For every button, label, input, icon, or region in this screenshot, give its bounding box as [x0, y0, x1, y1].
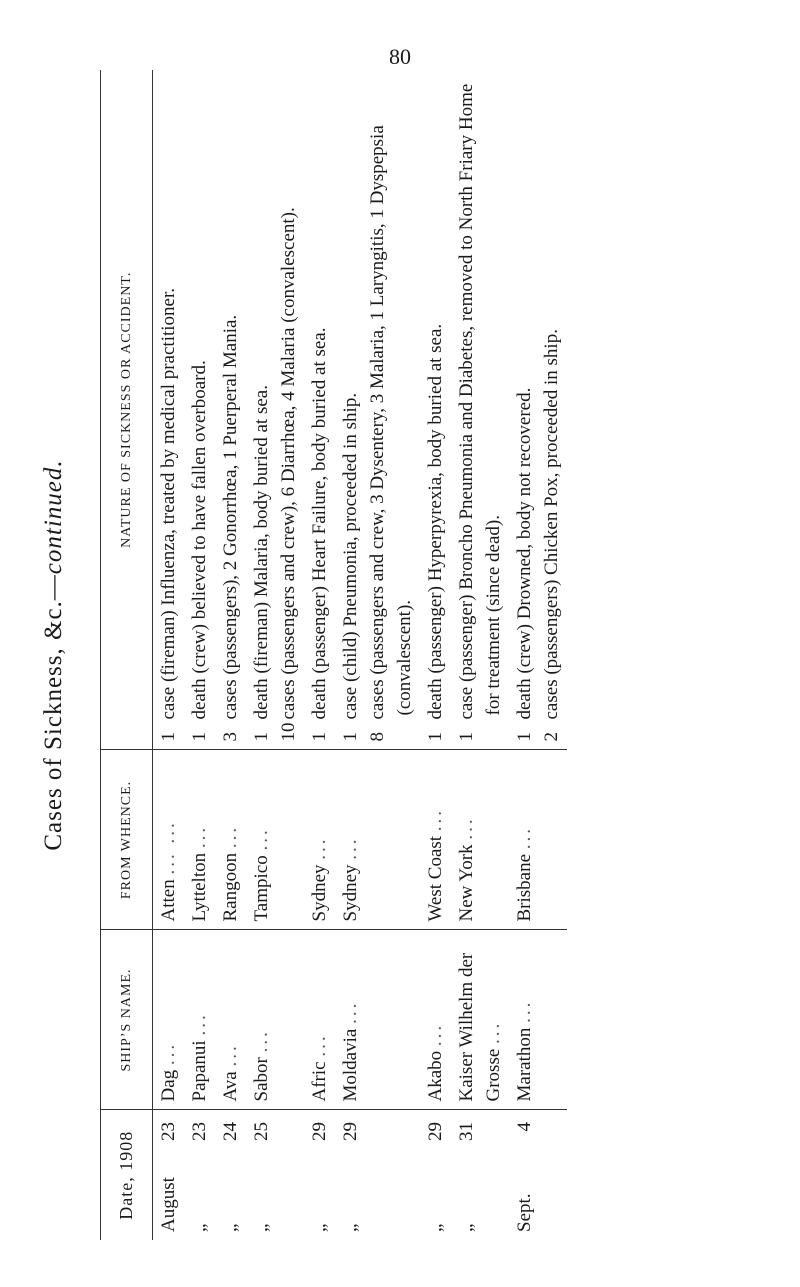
cell-from: [215, 750, 246, 930]
sickness-entry: [217, 78, 244, 742]
from-port: West Coast: [425, 835, 446, 922]
header-ship: SHIP’S NAME.: [101, 930, 153, 1110]
sickness-entry: [155, 78, 182, 742]
from-port: New York: [456, 844, 477, 922]
date-day: 31: [456, 1122, 477, 1141]
ship-leader-dots: ...: [309, 1033, 330, 1057]
cell-ship: [509, 930, 567, 1110]
table-row: [451, 70, 509, 1240]
sickness-entry: [275, 78, 302, 742]
entry-count: 1: [456, 732, 477, 742]
date-day: 29: [340, 1122, 361, 1141]
sickness-entry: [538, 78, 565, 742]
cell-nature: [215, 70, 246, 750]
entry-text: case (fireman) Influenza, treated by medical practitioner.: [158, 288, 179, 720]
date-month: Sept.: [514, 1193, 535, 1232]
cell-date: [420, 1110, 451, 1240]
table-row: [304, 70, 335, 1240]
from-port: Atten: [158, 879, 179, 922]
date-month: „: [309, 1223, 330, 1232]
ship-leader-dots: ...: [425, 1022, 446, 1047]
heading-continued: continued.: [40, 459, 67, 575]
table-row: [420, 70, 451, 1240]
entry-count: 3: [220, 732, 241, 742]
ship-name: Papanui: [189, 1040, 210, 1102]
table-row: [509, 70, 567, 1240]
from-port: Sydney: [309, 864, 330, 922]
cell-nature: [153, 70, 185, 750]
ship-leader-dots: ...: [340, 1000, 361, 1024]
date-day: 23: [189, 1122, 210, 1141]
table-row: [215, 70, 246, 1240]
cell-date: [246, 1110, 304, 1240]
from-port: Sydney: [340, 864, 361, 922]
cell-date: [335, 1110, 420, 1240]
table-row: [184, 70, 215, 1240]
ship-name: Sabor: [251, 1057, 272, 1102]
ship-name: Afric: [309, 1061, 330, 1102]
cell-ship: [335, 930, 420, 1110]
heading-title: Cases of Sickness, &c.—: [40, 574, 67, 851]
header-row: [101, 70, 153, 1240]
cell-date: [215, 1110, 246, 1240]
date-month: „: [220, 1223, 241, 1232]
cell-ship: [420, 930, 451, 1110]
cell-ship: [451, 930, 509, 1110]
cell-from: [335, 750, 420, 930]
cell-ship: [304, 930, 335, 1110]
ship-leader-dots: ...: [251, 1029, 272, 1053]
date-day: 25: [251, 1122, 272, 1141]
ship-leader-dots: ...: [514, 999, 535, 1023]
sickness-entry: [453, 78, 507, 742]
sickness-entry: [511, 78, 538, 742]
ship-name: Dag: [158, 1069, 179, 1102]
cell-ship: [184, 930, 215, 1110]
cell-nature: [246, 70, 304, 750]
date-month: „: [251, 1223, 272, 1232]
date-day: 4: [514, 1122, 535, 1132]
page-number: 80: [389, 44, 411, 69]
sickness-entry: [422, 78, 449, 742]
entry-count: 1: [251, 732, 272, 742]
from-leader-dots: ...: [189, 824, 210, 849]
entry-text: death (passenger) Heart Failure, body buried at sea.: [309, 327, 330, 720]
entry-count: 1: [189, 732, 210, 742]
ship-leader-dots: ...: [220, 1043, 241, 1067]
sickness-entry: [186, 78, 213, 742]
from-port: Rangoon: [220, 852, 241, 922]
cell-from: [153, 750, 185, 930]
cell-from: [184, 750, 215, 930]
table-row: [335, 70, 420, 1240]
cell-date: [184, 1110, 215, 1240]
date-month: „: [425, 1223, 446, 1232]
cell-from: [451, 750, 509, 930]
entry-count: 1: [514, 732, 535, 742]
entry-count: 1: [309, 732, 330, 742]
cell-nature: [304, 70, 335, 750]
date-day: 29: [425, 1122, 446, 1141]
cell-nature: [335, 70, 420, 750]
rotated-sheet: [40, 70, 730, 1240]
from-port: Brisbane: [514, 853, 535, 922]
date-day: 29: [309, 1122, 330, 1141]
ship-name: Moldavia: [340, 1028, 361, 1102]
from-leader-dots: ...: [340, 836, 361, 860]
sickness-entry: [364, 78, 418, 742]
header-from: FROM WHENCE.: [101, 750, 153, 930]
cell-nature: [509, 70, 567, 750]
ship-name: Kaiser Wilhelm der Grosse: [456, 952, 504, 1102]
cell-from: [420, 750, 451, 930]
date-month: „: [340, 1223, 361, 1232]
from-leader-dots: ...: [514, 825, 535, 850]
entry-count: 8: [367, 732, 388, 742]
entry-text: case (child) Pneumonia, proceeded in ship.: [340, 392, 361, 720]
entry-text: death (crew) believed to have fallen overboard.: [189, 360, 210, 720]
cell-from: [509, 750, 567, 930]
entry-text: cases (passengers and crew, 3 Dysentery, 3 Malaria, 1 Laryngitis, 1 Dyspepsia (convalescent).: [367, 125, 415, 720]
sickness-entry: [337, 78, 364, 742]
table-row: [246, 70, 304, 1240]
ship-name: Akabo: [425, 1050, 446, 1102]
entry-text: cases (passengers and crew), 6 Diarrhœa, 4 Malaria (convalescent).: [278, 207, 299, 720]
cell-from: [246, 750, 304, 930]
table-heading: [40, 70, 68, 1240]
entry-text: death (passenger) Hyperpyrexia, body buried at sea.: [425, 323, 446, 720]
cell-from: [304, 750, 335, 930]
cell-ship: [153, 930, 185, 1110]
sickness-entry: [248, 78, 275, 742]
date-month: „: [189, 1223, 210, 1232]
cell-ship: [246, 930, 304, 1110]
ship-leader-dots: ...: [189, 1012, 210, 1036]
cell-nature: [420, 70, 451, 750]
from-leader-dots: ...: [309, 836, 330, 860]
cell-date: [304, 1110, 335, 1240]
from-leader-dots: ...: [425, 807, 446, 832]
date-day: 24: [220, 1122, 241, 1141]
cell-date: [451, 1110, 509, 1240]
entry-count: 1: [425, 732, 446, 742]
entry-text: case (passenger) Broncho Pneumonia and Diabetes, removed to North Friary Home for treatment (since dead).: [456, 83, 504, 720]
cell-nature: [184, 70, 215, 750]
cell-ship: [215, 930, 246, 1110]
entry-count: 2: [541, 732, 562, 742]
cell-date: [153, 1110, 185, 1240]
header-date: Date, 1908: [101, 1110, 153, 1240]
cell-date: [509, 1110, 567, 1240]
ship-leader-dots: ...: [158, 1041, 179, 1066]
entry-count: 1: [340, 732, 361, 742]
ship-name: Marathon: [514, 1027, 535, 1102]
entry-text: cases (passengers), 2 Gonorrhœa, 1 Puerperal Mania.: [220, 314, 241, 720]
date-month: „: [456, 1223, 477, 1232]
from-leader-dots: ...: [251, 827, 272, 851]
date-day: 23: [158, 1122, 179, 1141]
from-port: Lyttelton: [189, 852, 210, 922]
from-leader-dots: ... ...: [158, 820, 179, 875]
sickness-table: [100, 70, 567, 1240]
entry-text: cases (passengers) Chicken Pox, proceeded in ship.: [541, 329, 562, 720]
entry-count: 1: [158, 732, 179, 742]
from-port: Tampico: [251, 855, 272, 922]
from-leader-dots: ...: [220, 824, 241, 849]
entry-text: death (crew) Drowned, body not recovered.: [514, 387, 535, 720]
entry-text: death (fireman) Malaria, body buried at sea.: [251, 385, 272, 720]
ship-name: Ava: [220, 1071, 241, 1102]
date-month: August: [158, 1177, 179, 1232]
sickness-entry: [306, 78, 333, 742]
ship-leader-dots: ...: [483, 1020, 504, 1044]
cell-nature: [451, 70, 509, 750]
table-row: [153, 70, 185, 1240]
header-nature: NATURE OF SICKNESS OR ACCIDENT.: [101, 70, 153, 750]
entry-count: 10: [278, 722, 299, 742]
from-leader-dots: ...: [456, 816, 477, 840]
